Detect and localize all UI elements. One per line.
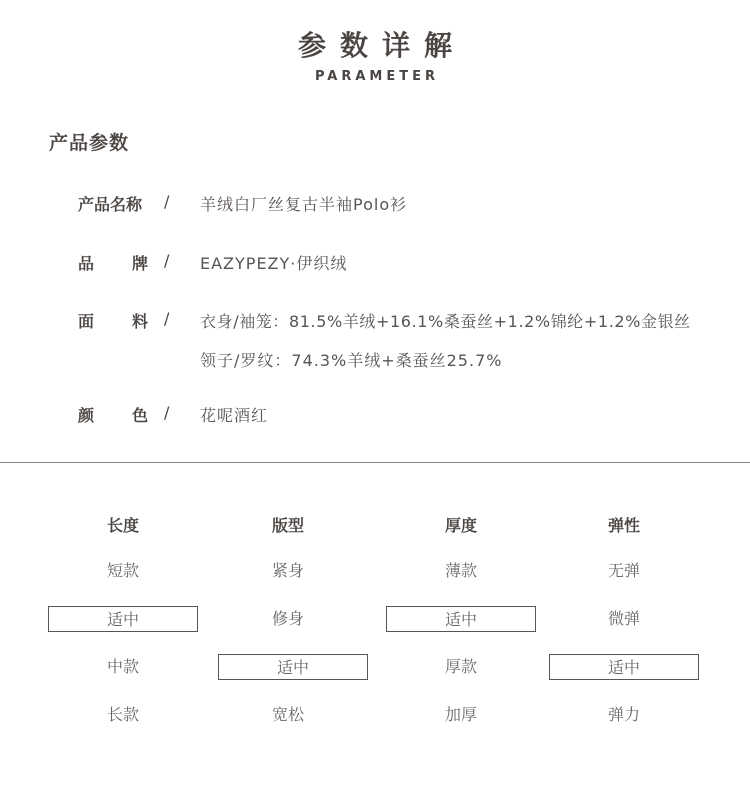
section-title: 产品参数: [49, 132, 130, 154]
param-label-material: [78, 309, 148, 332]
section-divider: [0, 462, 750, 463]
page-title: 参数详解: [297, 29, 466, 62]
param-label-name: [78, 192, 148, 215]
attr-option-elasticity-slight: 微弹: [607, 609, 640, 628]
param-label-material-char-1: 面: [78, 312, 95, 331]
attr-header-length: 长度: [106, 516, 139, 535]
param-value-material-collar: 领子/罗纹：74.3%羊绒+桑蚕丝25.7%: [200, 351, 503, 370]
param-label-color-char-1: 颜: [78, 406, 95, 425]
attr-option-length-long: 长款: [106, 705, 139, 724]
attr-option-length-mid: 中款: [106, 657, 139, 676]
attr-option-thickness-medium-selected: 适中: [386, 606, 536, 632]
attr-option-fit-slim: 修身: [271, 609, 304, 628]
param-label-brand-char-2: 牌: [131, 254, 148, 273]
attr-option-fit-loose: 宽松: [271, 705, 304, 724]
param-label-brand-char-1: 品: [78, 254, 95, 273]
param-value-color: 花呢酒红: [200, 406, 269, 425]
attr-option-fit-medium-selected: 适中: [218, 654, 368, 680]
attr-option-elasticity-none: 无弹: [607, 561, 640, 580]
param-separator: /: [164, 192, 170, 211]
attr-option-length-short: 短款: [106, 561, 139, 580]
attr-option-thickness-thin: 薄款: [444, 561, 477, 580]
param-value-brand: EAZYPEZY·伊织绒: [200, 254, 348, 273]
attr-header-thickness: 厚度: [444, 516, 477, 535]
attr-header-fit: 版型: [271, 516, 304, 535]
attr-option-length-medium-selected: 适中: [48, 606, 198, 632]
param-separator: /: [164, 251, 170, 270]
param-label-brand: [78, 251, 148, 274]
attr-option-elasticity-medium-selected: 适中: [549, 654, 699, 680]
param-value-material-body: 衣身/袖笼：81.5%羊绒+16.1%桑蚕丝+1.2%锦纶+1.2%金银丝: [200, 312, 691, 331]
param-label-name-text: 产品名称: [78, 195, 143, 214]
attr-option-fit-tight: 紧身: [271, 561, 304, 580]
param-label-color-char-2: 色: [131, 406, 148, 425]
attr-option-elasticity-stretch: 弹力: [607, 705, 640, 724]
page-subtitle: PARAMETER: [314, 69, 440, 84]
param-label-color: [78, 403, 148, 426]
param-value-name: 羊绒白厂丝复古半袖Polo衫: [200, 195, 408, 214]
attr-option-thickness-extra: 加厚: [444, 705, 477, 724]
attr-option-thickness-thick: 厚款: [444, 657, 477, 676]
param-separator: /: [164, 309, 170, 328]
attr-header-elasticity: 弹性: [607, 516, 640, 535]
param-separator: /: [164, 403, 170, 422]
param-label-material-char-2: 料: [131, 312, 148, 331]
